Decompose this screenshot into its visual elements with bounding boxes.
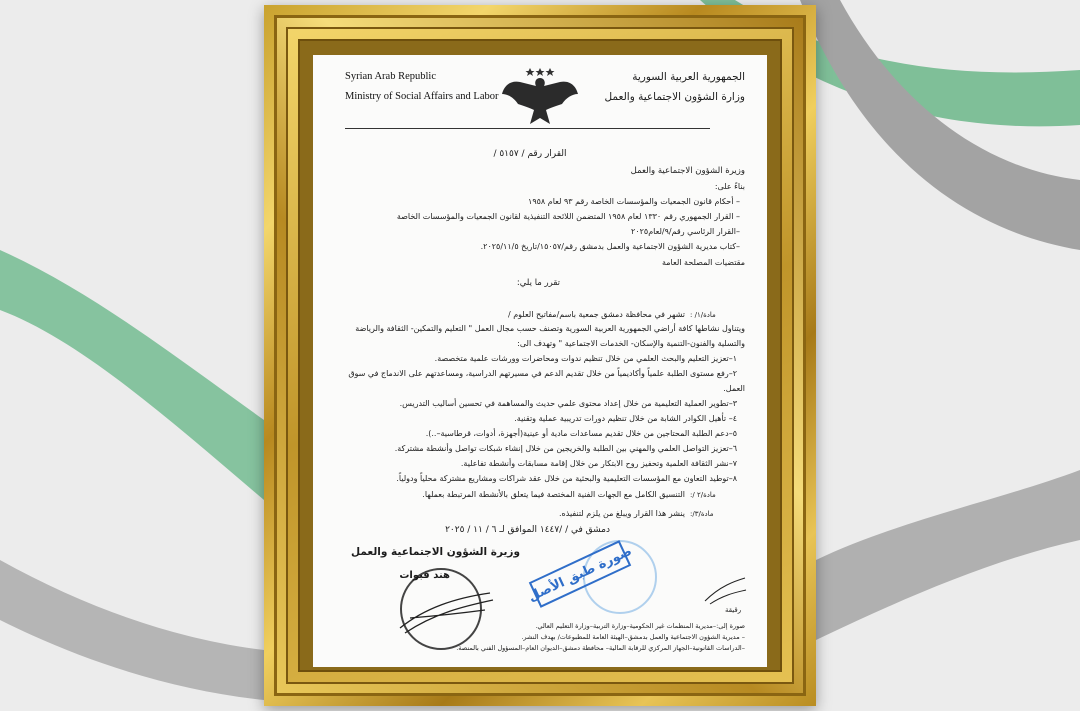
header-country-en: Syrian Arab Republic [345, 71, 436, 82]
initials-label: رقيقة [725, 606, 742, 614]
based-on-label: بناءً على: [714, 182, 745, 191]
article-1-label: مادة/١/ : [690, 311, 716, 319]
article-3-text: ينشر هذا القرار ويبلغ من يلزم لتنفيذه. [559, 509, 685, 518]
article-3-label: مادة/٣/: [690, 510, 714, 518]
article-1-line: والتسلية والفنون-التنمية والإسكان- الخدمات الاجتماعية " وتهدف الى: [517, 339, 745, 348]
true-copy-stamp: صورة طبق الأصل [529, 540, 631, 608]
public-interest: مقتضيات المصلحة العامة [661, 258, 745, 267]
cc-line: صورة إلى:–مديرية المنظمات غير الحكومية–وزارة التربية–وزارة التعليم العالي. [535, 622, 745, 630]
decides-heading: تقرر ما يلي: [516, 278, 560, 288]
header-divider [345, 128, 710, 129]
issuing-authority: وزيرة الشؤون الاجتماعية والعمل [630, 166, 745, 176]
goal-item: ٤– تأهيل الكوادر الشابة من خلال تنظيم دورات تدريبية عملية وتقنية. [514, 414, 737, 423]
goal-item: ١–تعزيز التعليم والبحث العلمي من خلال تنظيم ندوات ومحاضرات وورشات علمية متخصصة. [434, 354, 737, 363]
green-swoosh-left [0, 250, 264, 500]
date-line: دمشق في / /١٤٤٧ الموافق لـ ٦ / ١١ / ٢٠٢٥ [445, 525, 610, 535]
cc-line: –الدراسات القانونية–الجهاز المركزي للرقابة المالية– محافظة دمشق–الديوان العام–المسؤول الفني بالمنصة. [456, 644, 745, 652]
goal-item: ٧–نشر الثقافة العلمية وتحفيز روح الابتكار من خلال إقامة مسابقات وأنشطة تفاعلية. [460, 459, 737, 468]
gray-swoosh-bottom-right [816, 470, 1080, 640]
gray-swoosh-left [0, 560, 264, 700]
eagle-emblem-icon [500, 64, 580, 130]
based-on-item: – القرار الجمهوري رقم ١٣٣٠ لعام ١٩٥٨ المتضمن اللائحة التنفيذية لقانون الجمعيات والمؤسسات الخاصة [396, 212, 740, 221]
signatory-name: هند قبوات [399, 570, 450, 581]
header-ministry-en: Ministry of Social Affairs and Labor [345, 91, 499, 102]
signature [395, 588, 495, 638]
article-1-line: تشهر في محافظة دمشق جمعية باسم/مفاتيح العلوم / [507, 310, 685, 319]
cc-line: – مديرية الشؤون الاجتماعية والعمل بدمشق–الهيئة العامة للمطبوعات/ بهدف النشر. [521, 633, 745, 641]
based-on-item: –القرار الرئاسي رقم/٩/لعام٢٠٢٥ [631, 227, 740, 236]
article-2-text: التنسيق الكامل مع الجهات الفنية المختصة فيما يتعلق بالأنشطة المرتبطة بعملها. [422, 490, 685, 499]
based-on-item: – أحكام قانون الجمعيات والمؤسسات الخاصة رقم ٩٣ لعام ١٩٥٨ [528, 197, 740, 206]
goal-item: ٥–دعم الطلبة المحتاجين من خلال تقديم مساعدات مادية أو عينية(أجهزة، أدوات، قرطاسية–..). [425, 429, 737, 438]
decision-number: القرار رقم / ٥١٥٧ / [493, 149, 567, 159]
based-on-item: –كتاب مديرية الشؤون الاجتماعية والعمل بدمشق رقم/١٥٠٥٧/تاريخ ٢٠٢٥/١١/٥. [480, 242, 740, 251]
goal-item: ٦–تعزيز التواصل العلمي والمهني بين الطلبة والخريجين من خلال إنشاء شبكات تواصل وأنشطة مشتركة. [394, 444, 737, 453]
article-2-label: مادة/٢ /: [690, 491, 716, 499]
initials-signature [700, 576, 750, 606]
signatory-title: وزيرة الشؤون الاجتماعية والعمل [351, 546, 520, 558]
goal-item: العمل. [723, 384, 745, 393]
header-country-ar: الجمهورية العربية السورية [632, 71, 745, 83]
header-ministry-ar: وزارة الشؤون الاجتماعية والعمل [604, 91, 745, 103]
goal-item: ٨–توطيد التعاون مع المؤسسات التعليمية والبحثية من خلال عقد شراكات ومشاريع مشتركة محلياً ودولياً. [396, 474, 737, 483]
goal-item: ٣–تطوير العملية التعليمية من خلال إعداد محتوى علمي حديث والمساهمة في تحسين أساليب التدريس. [399, 399, 737, 408]
article-1-line: ويتناول نشاطها كافة أراضي الجمهورية العربية السورية وتصنف حسب مجال العمل " التعليم والتمكين- الثقافة والرياضة [355, 324, 745, 333]
goal-item: ٢–رفع مستوى الطلبة علمياً وأكاديمياً من خلال تقديم الدعم في مسيرتهم الدراسية، ومساعدتهم على الاندماج في سوق [348, 369, 737, 378]
